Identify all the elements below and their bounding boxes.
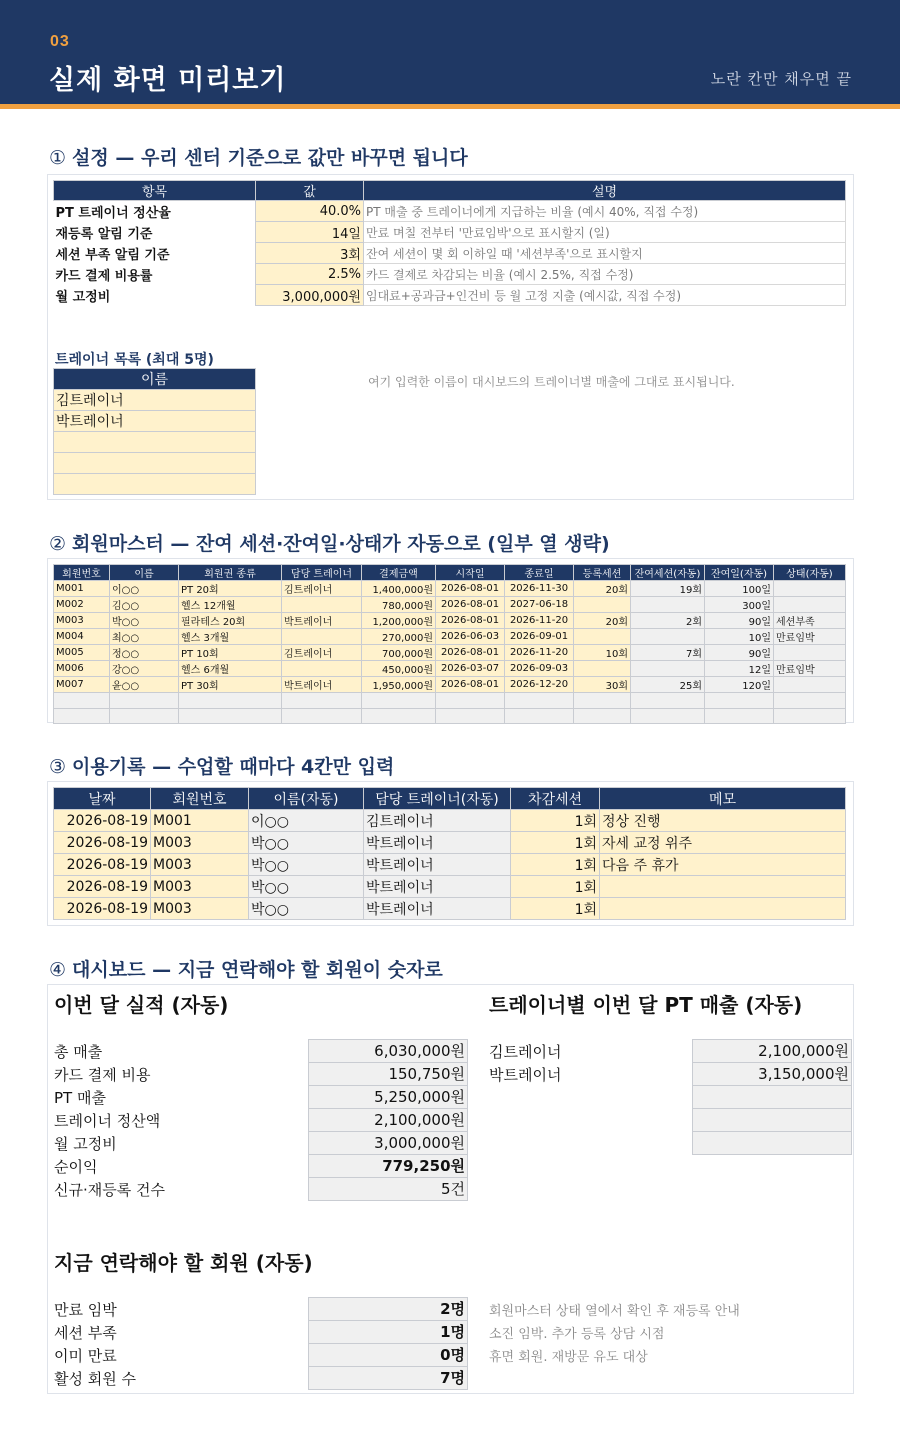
trainer-sales-value: 2,100,000원 xyxy=(692,1039,852,1063)
member-col-header: 잔여세션(자동) xyxy=(631,565,705,581)
contact-note: 회원마스터 상태 열에서 확인 후 재등록 안내 xyxy=(489,1304,740,1319)
perf-label: 카드 결제 비용 xyxy=(54,1066,151,1084)
member-cell: 90일 xyxy=(705,645,774,661)
contact-value: 2명 xyxy=(308,1297,468,1321)
section-3-title xyxy=(49,752,394,779)
trainer-sales-value xyxy=(692,1108,852,1132)
settings-row xyxy=(54,222,846,243)
page-title: 실제 화면 미리보기 xyxy=(49,65,287,96)
member-cell[interactable]: 필라테스 20회 xyxy=(179,613,282,629)
member-cell[interactable] xyxy=(54,693,110,709)
setting-desc: 잔여 세션이 몇 회 이하일 때 '세션부족'으로 표시할지 xyxy=(364,243,846,264)
settings-row xyxy=(54,264,846,285)
member-col-header: 회원권 종류 xyxy=(179,565,282,581)
member-cell[interactable]: 2026-12-20 xyxy=(505,677,574,693)
usage-cell[interactable]: 2026-08-19 xyxy=(54,898,151,920)
trainer-sales-row xyxy=(489,1085,900,1109)
member-cell[interactable]: 이○○ xyxy=(110,581,179,597)
member-cell[interactable]: 450,000원 xyxy=(362,661,436,677)
usage-cell[interactable]: 정상 진행 xyxy=(600,810,846,832)
trainer-sales-row xyxy=(489,1131,900,1155)
member-cell[interactable]: 20회 xyxy=(574,581,631,597)
section-3-number: ③ xyxy=(49,756,67,778)
member-cell xyxy=(774,645,846,661)
contact-note: 소진 임박. 추가 등록 상담 시점 xyxy=(489,1327,665,1342)
usage-col-header: 차감세션 xyxy=(511,788,600,810)
perf-title: 이번 달 실적 (자동) xyxy=(54,993,229,1017)
section-number: 03 xyxy=(50,33,70,50)
col-header-item: 항목 xyxy=(54,181,256,201)
usage-cell: 박트레이너 xyxy=(364,854,511,876)
member-cell[interactable]: 김○○ xyxy=(110,597,179,613)
member-cell[interactable]: 김트레이너 xyxy=(282,645,362,661)
member-cell[interactable]: 정○○ xyxy=(110,645,179,661)
section-1-number: ① xyxy=(49,147,67,169)
perf-label: 월 고정비 xyxy=(54,1135,117,1153)
member-cell[interactable] xyxy=(110,708,179,724)
member-cell[interactable] xyxy=(179,708,282,724)
member-cell[interactable]: M006 xyxy=(54,661,110,677)
member-cell[interactable]: 780,000원 xyxy=(362,597,436,613)
member-cell[interactable] xyxy=(505,693,574,709)
usage-cell[interactable]: M003 xyxy=(151,832,249,854)
member-cell xyxy=(774,693,846,709)
setting-desc: PT 매출 중 트레이너에게 지급하는 비율 (예시 40%, 직접 수정) xyxy=(364,201,846,222)
setting-label: 카드 결제 비용률 xyxy=(55,268,153,284)
member-cell[interactable]: M007 xyxy=(54,677,110,693)
member-cell xyxy=(631,597,705,613)
usage-cell: 박○○ xyxy=(249,832,364,854)
contact-title: 지금 연락해야 할 회원 (자동) xyxy=(54,1251,313,1275)
member-cell[interactable] xyxy=(362,693,436,709)
member-cell[interactable]: 2026-08-01 xyxy=(436,581,505,597)
member-cell xyxy=(631,708,705,724)
member-cell[interactable] xyxy=(505,708,574,724)
usage-header-row xyxy=(54,788,846,810)
perf-value: 3,000,000원 xyxy=(308,1131,468,1155)
member-cell[interactable]: 10회 xyxy=(574,645,631,661)
perf-label: 순이익 xyxy=(54,1158,98,1176)
section-1-title xyxy=(49,143,468,170)
member-cell xyxy=(705,693,774,709)
member-cell[interactable] xyxy=(282,661,362,677)
section-2-number: ② xyxy=(49,533,67,555)
member-cell[interactable] xyxy=(362,708,436,724)
member-row xyxy=(54,677,846,693)
member-cell[interactable]: 헬스 12개월 xyxy=(179,597,282,613)
member-row xyxy=(54,597,846,613)
member-cell[interactable]: PT 10회 xyxy=(179,645,282,661)
member-cell[interactable]: M004 xyxy=(54,629,110,645)
settings-row xyxy=(54,201,846,222)
member-cell xyxy=(631,693,705,709)
trainer-list-heading: 트레이너 목록 (최대 5명) xyxy=(55,352,214,368)
section-2-title-text: 회원마스터 — 잔여 세션·잔여일·상태가 자동으로 (일부 열 생략) xyxy=(72,533,610,555)
member-cell[interactable] xyxy=(574,708,631,724)
trainer-sales-row xyxy=(489,1108,900,1132)
member-cell[interactable]: 2026-03-07 xyxy=(436,661,505,677)
member-cell xyxy=(705,708,774,724)
member-col-header: 결제금액 xyxy=(362,565,436,581)
member-cell[interactable]: 2026-11-30 xyxy=(505,581,574,597)
perf-label: PT 매출 xyxy=(54,1089,106,1107)
settings-header-row xyxy=(54,181,846,201)
member-cell: 19회 xyxy=(631,581,705,597)
member-cell[interactable]: 윤○○ xyxy=(110,677,179,693)
trainer-name-input[interactable]: 박트레이너 xyxy=(54,411,256,432)
member-row xyxy=(54,693,846,709)
trainer-sales-title: 트레이너별 이번 달 PT 매출 (자동) xyxy=(489,993,803,1017)
member-master-table xyxy=(53,564,846,724)
member-cell[interactable]: 2026-09-03 xyxy=(505,661,574,677)
setting-label: PT 트레이너 정산율 xyxy=(55,205,171,221)
member-cell[interactable]: 헬스 3개월 xyxy=(179,629,282,645)
usage-cell[interactable]: 1회 xyxy=(511,810,600,832)
usage-cell: 박트레이너 xyxy=(364,832,511,854)
page-header xyxy=(0,0,900,104)
member-cell: 만료임박 xyxy=(774,629,846,645)
usage-cell[interactable]: 자세 교정 위주 xyxy=(600,832,846,854)
col-header-name: 이름 xyxy=(54,369,256,390)
section-1-title-text: 설정 — 우리 센터 기준으로 값만 바꾸면 됩니다 xyxy=(72,147,468,169)
contact-value: 0명 xyxy=(308,1343,468,1367)
member-col-header: 회원번호 xyxy=(54,565,110,581)
member-cell[interactable] xyxy=(436,708,505,724)
contact-row xyxy=(54,1297,844,1321)
contact-row xyxy=(54,1343,844,1367)
member-cell[interactable]: M002 xyxy=(54,597,110,613)
member-cell[interactable] xyxy=(282,597,362,613)
usage-cell[interactable]: M003 xyxy=(151,854,249,876)
page-subtitle: 노란 칸만 채우면 끝 xyxy=(710,70,852,88)
member-cell[interactable]: M003 xyxy=(54,613,110,629)
member-cell[interactable]: 2026-09-01 xyxy=(505,629,574,645)
usage-cell: 박○○ xyxy=(249,854,364,876)
member-col-header: 시작일 xyxy=(436,565,505,581)
usage-col-header: 회원번호 xyxy=(151,788,249,810)
usage-row xyxy=(54,898,846,920)
section-2-title xyxy=(49,529,610,556)
setting-value-input[interactable]: 40.0% xyxy=(256,201,364,222)
member-cell[interactable] xyxy=(574,693,631,709)
trainer-sales-label: 박트레이너 xyxy=(489,1066,562,1084)
perf-value: 2,100,000원 xyxy=(308,1108,468,1132)
member-row xyxy=(54,613,846,629)
member-cell[interactable]: 헬스 6개월 xyxy=(179,661,282,677)
section-4-number: ④ xyxy=(49,959,67,981)
contact-value: 7명 xyxy=(308,1366,468,1390)
member-row xyxy=(54,645,846,661)
dashboard-panel xyxy=(47,984,854,1394)
usage-row xyxy=(54,854,846,876)
contact-row xyxy=(54,1366,844,1390)
col-header-value: 값 xyxy=(256,181,364,201)
member-cell: 100일 xyxy=(705,581,774,597)
usage-cell[interactable]: 2026-08-19 xyxy=(54,832,151,854)
member-cell: 세션부족 xyxy=(774,613,846,629)
trainer-sales-row xyxy=(489,1062,900,1086)
section-4-title-text: 대시보드 — 지금 연락해야 할 회원이 숫자로 xyxy=(72,959,443,981)
usage-cell: 박○○ xyxy=(249,876,364,898)
member-cell[interactable]: 박○○ xyxy=(110,613,179,629)
member-col-header: 이름 xyxy=(110,565,179,581)
member-cell[interactable]: 1,200,000원 xyxy=(362,613,436,629)
member-cell[interactable] xyxy=(282,629,362,645)
member-cell[interactable] xyxy=(574,597,631,613)
contact-note: 휴면 회원. 재방문 유도 대상 xyxy=(489,1350,648,1365)
usage-cell[interactable]: 2026-08-19 xyxy=(54,810,151,832)
member-cell[interactable]: 30회 xyxy=(574,677,631,693)
member-cell[interactable]: 박트레이너 xyxy=(282,613,362,629)
member-col-header: 상태(자동) xyxy=(774,565,846,581)
member-cell[interactable]: 최○○ xyxy=(110,629,179,645)
contact-label: 만료 임박 xyxy=(54,1301,117,1319)
contact-label: 활성 회원 수 xyxy=(54,1370,136,1388)
usage-cell[interactable]: 1회 xyxy=(511,898,600,920)
trainer-name-input[interactable] xyxy=(54,432,256,453)
member-cell: 120일 xyxy=(705,677,774,693)
member-cell[interactable]: 2026-08-01 xyxy=(436,597,505,613)
member-master-panel xyxy=(47,558,854,723)
usage-row xyxy=(54,832,846,854)
usage-cell: 이○○ xyxy=(249,810,364,832)
member-cell: 12일 xyxy=(705,661,774,677)
member-row xyxy=(54,581,846,597)
setting-label: 월 고정비 xyxy=(55,289,111,305)
trainer-sales-value: 3,150,000원 xyxy=(692,1062,852,1086)
member-cell[interactable]: 1,950,000원 xyxy=(362,677,436,693)
contact-row xyxy=(54,1320,844,1344)
member-cell[interactable] xyxy=(282,708,362,724)
perf-row xyxy=(54,1154,844,1178)
setting-desc: 카드 결제로 차감되는 비율 (예시 2.5%, 직접 수정) xyxy=(364,264,846,285)
usage-cell: 박트레이너 xyxy=(364,898,511,920)
section-4-title xyxy=(49,955,443,982)
perf-value: 150,750원 xyxy=(308,1062,468,1086)
member-col-header: 등록세션 xyxy=(574,565,631,581)
member-col-header: 담당 트레이너 xyxy=(282,565,362,581)
member-cell[interactable]: 2026-11-20 xyxy=(505,645,574,661)
usage-cell: 박○○ xyxy=(249,898,364,920)
trainer-sales-row xyxy=(489,1039,900,1063)
usage-cell[interactable]: 다음 주 휴가 xyxy=(600,854,846,876)
usage-cell[interactable]: 2026-08-19 xyxy=(54,876,151,898)
perf-value: 6,030,000원 xyxy=(308,1039,468,1063)
member-cell[interactable]: 2026-11-20 xyxy=(505,613,574,629)
trainer-list-note: 여기 입력한 이름이 대시보드의 트레이너별 매출에 그대로 표시됩니다. xyxy=(368,375,735,389)
setting-value-input[interactable]: 3,000,000원 xyxy=(256,285,364,306)
setting-desc: 만료 며칠 전부터 '만료임박'으로 표시할지 (일) xyxy=(364,222,846,243)
member-cell[interactable] xyxy=(110,693,179,709)
usage-col-header: 날짜 xyxy=(54,788,151,810)
accent-divider xyxy=(0,104,900,109)
member-col-header: 잔여일(자동) xyxy=(705,565,774,581)
usage-row xyxy=(54,876,846,898)
trainer-name-input[interactable] xyxy=(54,453,256,474)
settings-row xyxy=(54,285,846,306)
usage-log-panel xyxy=(47,781,854,926)
member-cell[interactable] xyxy=(179,693,282,709)
member-cell[interactable]: 700,000원 xyxy=(362,645,436,661)
contact-value: 1명 xyxy=(308,1320,468,1344)
trainer-sales-label: 김트레이너 xyxy=(489,1043,562,1061)
perf-label: 신규·재등록 건수 xyxy=(54,1181,165,1199)
perf-label: 트레이너 정산액 xyxy=(54,1112,161,1130)
member-cell: 300일 xyxy=(705,597,774,613)
usage-cell[interactable] xyxy=(600,876,846,898)
member-cell[interactable]: M001 xyxy=(54,581,110,597)
trainer-sales-value xyxy=(692,1131,852,1155)
settings-row xyxy=(54,243,846,264)
perf-value: 5,250,000원 xyxy=(308,1085,468,1109)
col-header-desc: 설명 xyxy=(364,181,846,201)
member-cell xyxy=(774,708,846,724)
member-cell[interactable] xyxy=(54,708,110,724)
contact-label: 이미 만료 xyxy=(54,1347,117,1365)
settings-table xyxy=(53,180,846,306)
setting-value-input[interactable]: 3회 xyxy=(256,243,364,264)
usage-cell[interactable]: 1회 xyxy=(511,832,600,854)
trainer-list-table xyxy=(53,368,256,495)
usage-col-header: 이름(자동) xyxy=(249,788,364,810)
usage-cell: 김트레이너 xyxy=(364,810,511,832)
usage-cell: 박트레이너 xyxy=(364,876,511,898)
member-cell[interactable] xyxy=(574,661,631,677)
member-header-row xyxy=(54,565,846,581)
member-cell[interactable]: 270,000원 xyxy=(362,629,436,645)
perf-value: 779,250원 xyxy=(308,1154,468,1178)
member-cell[interactable]: M005 xyxy=(54,645,110,661)
member-cell xyxy=(774,597,846,613)
member-row xyxy=(54,708,846,724)
member-cell: 90일 xyxy=(705,613,774,629)
perf-value: 5건 xyxy=(308,1177,468,1201)
usage-cell[interactable]: 2026-08-19 xyxy=(54,854,151,876)
member-cell xyxy=(631,661,705,677)
member-cell[interactable]: 김트레이너 xyxy=(282,581,362,597)
usage-col-header: 메모 xyxy=(600,788,846,810)
member-cell xyxy=(774,677,846,693)
member-cell[interactable]: 1,400,000원 xyxy=(362,581,436,597)
member-cell[interactable]: PT 20회 xyxy=(179,581,282,597)
perf-label: 총 매출 xyxy=(54,1043,103,1061)
member-cell[interactable]: PT 30회 xyxy=(179,677,282,693)
member-cell[interactable]: 2026-08-01 xyxy=(436,645,505,661)
trainer-sales-value xyxy=(692,1085,852,1109)
member-cell: 25회 xyxy=(631,677,705,693)
member-cell[interactable]: 2026-08-01 xyxy=(436,613,505,629)
usage-cell[interactable] xyxy=(600,898,846,920)
usage-cell[interactable]: M003 xyxy=(151,898,249,920)
setting-label: 재등록 알림 기준 xyxy=(55,226,153,242)
usage-row xyxy=(54,810,846,832)
usage-cell[interactable]: M003 xyxy=(151,876,249,898)
member-cell[interactable] xyxy=(436,693,505,709)
usage-cell[interactable]: M001 xyxy=(151,810,249,832)
member-row xyxy=(54,629,846,645)
member-cell[interactable]: 2026-08-01 xyxy=(436,677,505,693)
trainer-name-input[interactable]: 김트레이너 xyxy=(54,390,256,411)
member-cell[interactable] xyxy=(282,693,362,709)
member-cell: 2회 xyxy=(631,613,705,629)
setting-value-input[interactable]: 2.5% xyxy=(256,264,364,285)
member-cell: 만료임박 xyxy=(774,661,846,677)
trainer-name-input[interactable] xyxy=(54,474,256,495)
member-cell[interactable]: 2026-06-03 xyxy=(436,629,505,645)
settings-panel xyxy=(47,174,854,500)
member-cell xyxy=(631,629,705,645)
usage-cell[interactable]: 1회 xyxy=(511,876,600,898)
setting-desc: 임대료+공과금+인건비 등 월 고정 지출 (예시값, 직접 수정) xyxy=(364,285,846,306)
member-cell[interactable]: 2027-06-18 xyxy=(505,597,574,613)
member-cell[interactable]: 박트레이너 xyxy=(282,677,362,693)
contact-label: 세션 부족 xyxy=(54,1324,117,1342)
member-col-header: 종료일 xyxy=(505,565,574,581)
member-cell[interactable] xyxy=(574,629,631,645)
setting-value-input[interactable]: 14일 xyxy=(256,222,364,243)
usage-cell[interactable]: 1회 xyxy=(511,854,600,876)
perf-row xyxy=(54,1177,844,1201)
usage-col-header: 담당 트레이너(자동) xyxy=(364,788,511,810)
member-cell[interactable]: 강○○ xyxy=(110,661,179,677)
section-3-title-text: 이용기록 — 수업할 때마다 4칸만 입력 xyxy=(72,756,395,778)
usage-log-table xyxy=(53,787,846,920)
member-cell[interactable]: 20회 xyxy=(574,613,631,629)
member-row xyxy=(54,661,846,677)
setting-label: 세션 부족 알림 기준 xyxy=(55,247,170,263)
member-cell: 10일 xyxy=(705,629,774,645)
member-cell: 7회 xyxy=(631,645,705,661)
member-cell xyxy=(774,581,846,597)
